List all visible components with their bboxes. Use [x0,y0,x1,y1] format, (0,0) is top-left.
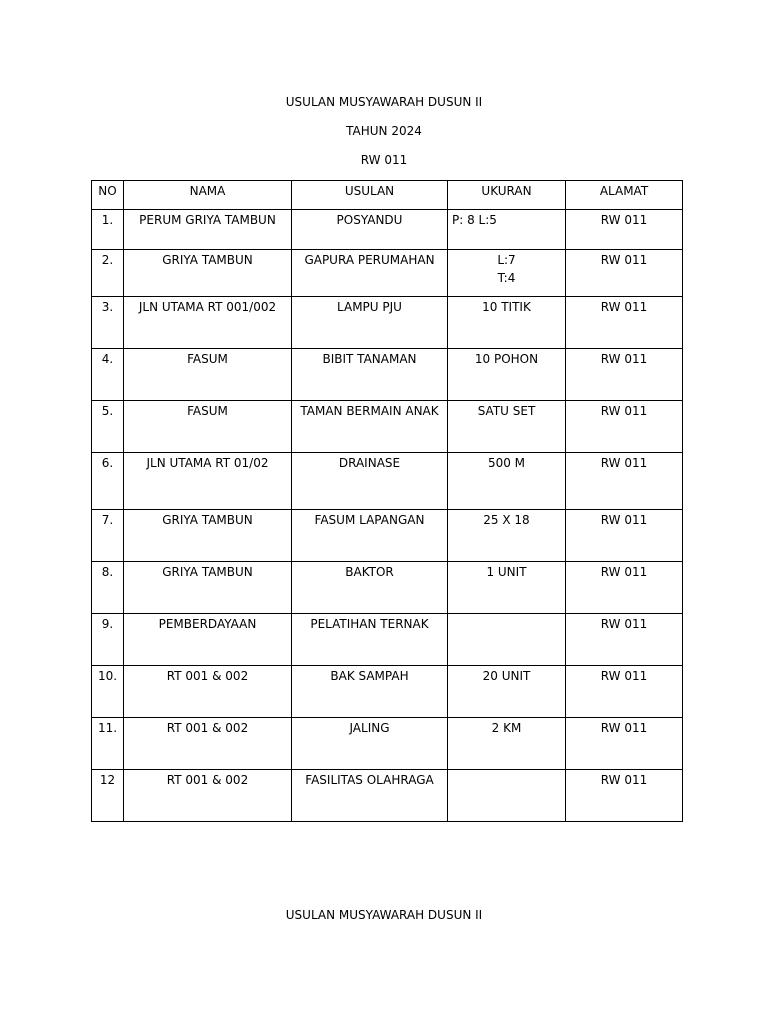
cell-ukuran-line: P: 8 L:5 [452,213,497,227]
cell-alamat: RW 011 [566,718,683,770]
cell-no: 11. [92,718,124,770]
cell-usulan: FASUM LAPANGAN [292,510,448,562]
table-row [92,770,683,822]
cell-ukuran-line: 2 KM [491,721,522,735]
cell-usulan: JALING [292,718,448,770]
cell-alamat: RW 011 [566,401,683,453]
usulan-table [91,180,683,822]
table-row [92,453,683,510]
cell-no: 7. [92,510,124,562]
cell-no: 5. [92,401,124,453]
cell-ukuran-line: 10 POHON [474,352,539,366]
cell-alamat: RW 011 [566,770,683,822]
table-row [92,250,683,297]
cell-no: 12 [92,770,124,822]
header-usulan: USULAN [292,181,448,210]
header-ukuran: UKURAN [448,181,566,210]
cell-nama: JLN UTAMA RT 001/002 [124,297,292,349]
cell-alamat: RW 011 [566,250,683,297]
cell-nama: RT 001 & 002 [124,770,292,822]
cell-ukuran-line: L:7 [497,253,516,267]
table-row [92,614,683,666]
table-row [92,210,683,250]
cell-usulan: BAKTOR [292,562,448,614]
cell-no: 10. [92,666,124,718]
cell-nama: RT 001 & 002 [124,666,292,718]
cell-ukuran-line: SATU SET [477,404,536,418]
cell-ukuran-line: T:4 [497,271,516,285]
document-title: USULAN MUSYAWARAH DUSUN II [285,95,483,109]
cell-alamat: RW 011 [566,453,683,510]
cell-ukuran-line: 10 TITIK [482,300,531,314]
cell-alamat: RW 011 [566,297,683,349]
document-year: TAHUN 2024 [346,124,422,138]
cell-ukuran [448,562,566,614]
cell-nama: RT 001 & 002 [124,718,292,770]
cell-usulan: POSYANDU [292,210,448,250]
cell-nama: JLN UTAMA RT 01/02 [124,453,292,510]
cell-no: 8. [92,562,124,614]
footer-title: USULAN MUSYAWARAH DUSUN II [285,908,483,922]
cell-alamat: RW 011 [566,210,683,250]
cell-usulan: GAPURA PERUMAHAN [292,250,448,297]
cell-ukuran [448,349,566,401]
table-row [92,349,683,401]
cell-nama: GRIYA TAMBUN [124,562,292,614]
table-header-row [92,181,683,210]
cell-usulan: DRAINASE [292,453,448,510]
header-alamat: ALAMAT [566,181,683,210]
cell-usulan: FASILITAS OLAHRAGA [292,770,448,822]
cell-nama: PEMBERDAYAAN [124,614,292,666]
table-row [92,666,683,718]
cell-ukuran [448,510,566,562]
cell-ukuran-line: 1 UNIT [486,565,527,579]
cell-no: 4. [92,349,124,401]
table-row [92,718,683,770]
cell-ukuran [448,297,566,349]
cell-usulan: TAMAN BERMAIN ANAK [292,401,448,453]
cell-ukuran-line: 25 X 18 [483,513,530,527]
cell-no: 3. [92,297,124,349]
cell-nama: FASUM [124,349,292,401]
cell-no: 1. [92,210,124,250]
cell-no: 2. [92,250,124,297]
cell-alamat: RW 011 [566,562,683,614]
cell-ukuran [448,250,566,297]
cell-no: 6. [92,453,124,510]
cell-alamat: RW 011 [566,614,683,666]
cell-ukuran-line: 20 UNIT [482,669,531,683]
document-rw: RW 011 [360,153,408,167]
cell-alamat: RW 011 [566,510,683,562]
table-row [92,297,683,349]
cell-ukuran [448,210,566,250]
table-row [92,562,683,614]
cell-nama: PERUM GRIYA TAMBUN [124,210,292,250]
cell-no: 9. [92,614,124,666]
table-row [92,401,683,453]
cell-usulan: PELATIHAN TERNAK [292,614,448,666]
cell-usulan: BAK SAMPAH [292,666,448,718]
cell-ukuran [448,453,566,510]
cell-ukuran [448,401,566,453]
header-no: NO [92,181,124,210]
cell-ukuran [448,614,566,666]
cell-ukuran-line: 500 M [487,456,526,470]
cell-alamat: RW 011 [566,349,683,401]
cell-usulan: BIBIT TANAMAN [292,349,448,401]
cell-usulan: LAMPU PJU [292,297,448,349]
cell-nama: FASUM [124,401,292,453]
header-nama: NAMA [124,181,292,210]
cell-ukuran [448,718,566,770]
cell-nama: GRIYA TAMBUN [124,250,292,297]
table-row [92,510,683,562]
cell-nama: GRIYA TAMBUN [124,510,292,562]
cell-alamat: RW 011 [566,666,683,718]
cell-ukuran [448,770,566,822]
cell-ukuran [448,666,566,718]
